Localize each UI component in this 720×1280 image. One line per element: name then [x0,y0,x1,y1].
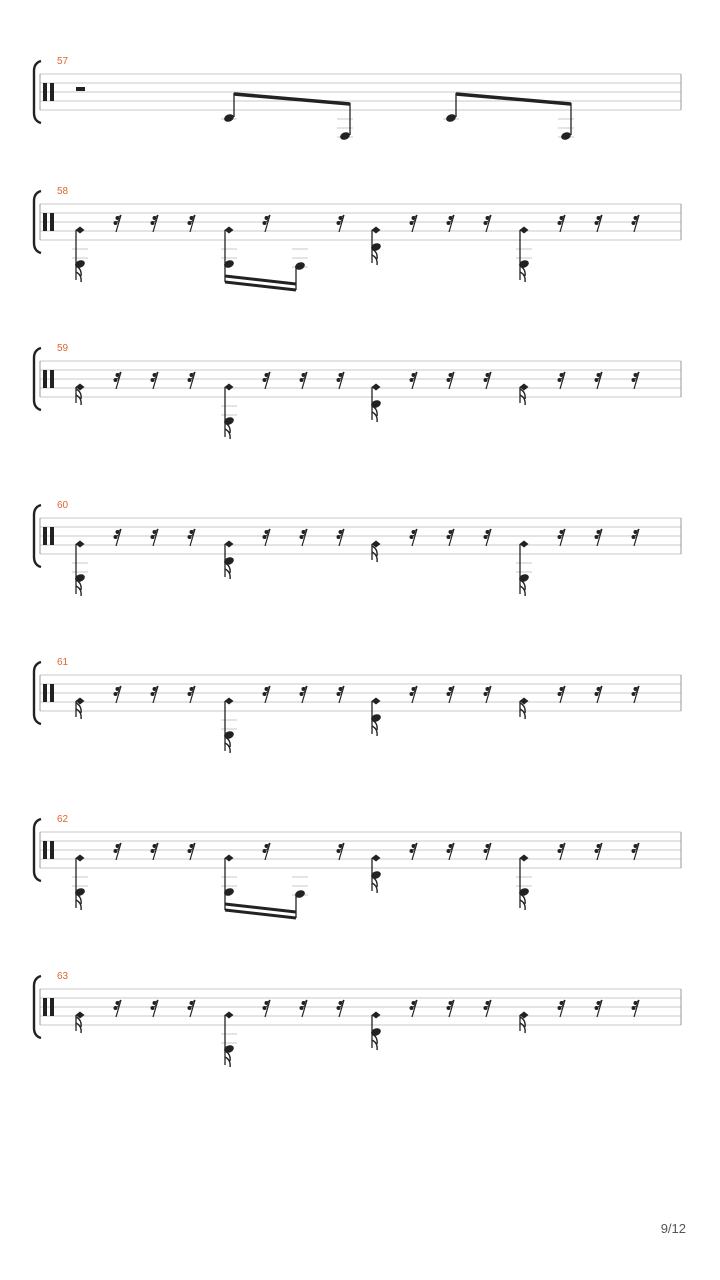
measure-number: 59 [57,343,69,354]
cymbal-note [225,855,234,862]
cymbal-note [76,541,85,548]
note-flag [372,412,377,422]
note-flag [372,726,377,736]
drum-note [223,113,235,123]
percussion-clef-icon [50,370,54,388]
note-flag [520,900,525,910]
cymbal-note [372,227,381,234]
percussion-clef-icon [43,841,47,859]
drum-note [445,113,457,123]
note-flag [225,1057,230,1067]
cymbal-note [372,855,381,862]
cymbal-note [520,855,529,862]
cymbal-note [225,227,234,234]
cymbal-note [225,698,234,705]
measure-number: 63 [57,971,69,982]
drum-note [560,131,572,141]
cymbal-note [372,698,381,705]
note-flag [225,569,230,579]
note-flag [76,272,81,282]
note-flag [520,586,525,596]
percussion-clef-icon [50,83,54,101]
percussion-clef-icon [50,213,54,231]
measure-number: 62 [57,814,69,825]
cymbal-note [225,541,234,548]
percussion-clef-icon [43,370,47,388]
note-flag [225,429,230,439]
note-flag [225,743,230,753]
half-rest [76,87,85,91]
measure-number: 61 [57,657,69,668]
cymbal-note [520,227,529,234]
cymbal-note [76,855,85,862]
percussion-clef-icon [50,527,54,545]
staff-system-62 [34,814,681,918]
percussion-clef-icon [43,998,47,1016]
cymbal-note [520,541,529,548]
note-flag [76,900,81,910]
percussion-clef-icon [50,841,54,859]
staff-system-61 [34,657,681,753]
staff-system-58 [34,186,681,290]
percussion-clef-icon [43,527,47,545]
measure-number: 60 [57,500,69,511]
note-flag [372,883,377,893]
staff-system-57 [34,56,681,141]
measure-number: 57 [57,56,69,67]
cymbal-note [372,1012,381,1019]
staff-system-59 [34,343,681,439]
note-beam [234,94,350,104]
cymbal-note [372,384,381,391]
staff-system-63 [34,971,681,1067]
cymbal-note [76,227,85,234]
percussion-clef-icon [43,83,47,101]
drum-note [339,131,351,141]
percussion-clef-icon [43,213,47,231]
page-number: 9/12 [660,1221,686,1236]
note-beam [456,94,571,104]
note-flag [372,255,377,265]
percussion-clef-icon [50,684,54,702]
percussion-clef-icon [50,998,54,1016]
cymbal-note [225,384,234,391]
cymbal-note [225,1012,234,1019]
note-flag [372,1040,377,1050]
measure-number: 58 [57,186,69,197]
percussion-clef-icon [43,684,47,702]
staff-system-60 [34,500,681,596]
note-flag [520,272,525,282]
note-flag [76,586,81,596]
